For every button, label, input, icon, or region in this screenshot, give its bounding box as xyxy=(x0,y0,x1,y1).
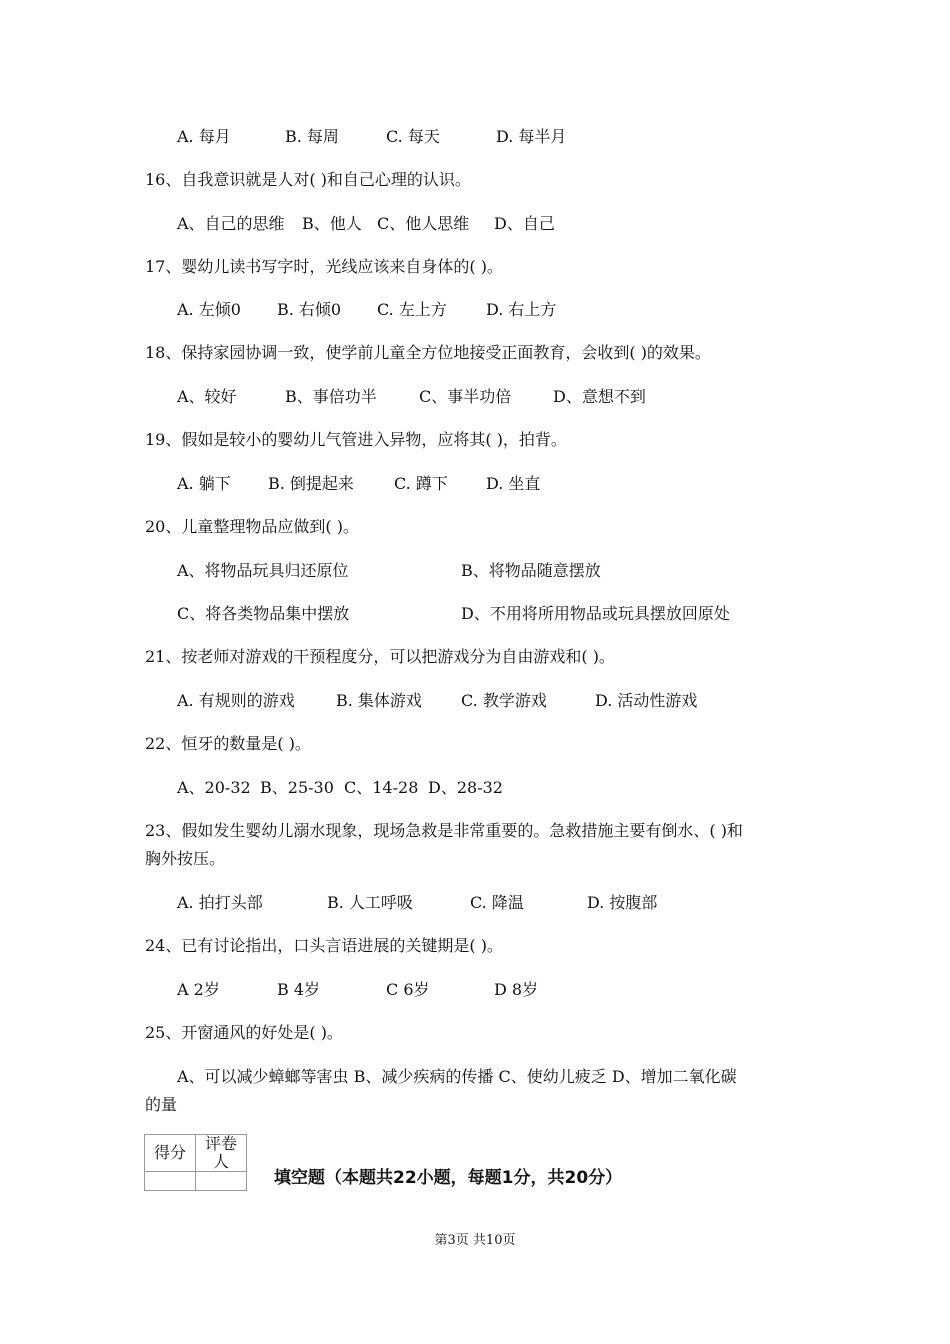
q20-option-a: A、将物品玩具归还原位 xyxy=(177,561,349,580)
q24-option-c: C 6岁 xyxy=(386,980,430,999)
question-16: 16、自我意识就是人对( )和自己心理的认识。 xyxy=(145,170,471,189)
q16-option-d: D、自己 xyxy=(494,214,555,233)
score-cell[interactable] xyxy=(145,1172,196,1191)
q21-option-b: B. 集体游戏 xyxy=(336,691,422,710)
q18-option-d: D、意想不到 xyxy=(553,387,646,406)
q23-option-c: C. 降温 xyxy=(470,893,524,912)
question-19: 19、假如是较小的婴幼儿气管进入异物，应将其( )，拍背。 xyxy=(145,430,567,449)
q24-option-b: B 4岁 xyxy=(277,980,321,999)
question-22: 22、恒牙的数量是( )。 xyxy=(145,734,311,753)
q24-option-a: A 2岁 xyxy=(177,980,220,999)
q16-option-a: A、自己的思维 xyxy=(177,214,285,233)
q18-option-c: C、事半功倍 xyxy=(419,387,512,406)
q22-option-d: D、28-32 xyxy=(428,778,503,797)
q17-option-c: C. 左上方 xyxy=(377,300,447,319)
q22-option-c: C、14-28 xyxy=(344,778,419,797)
q23-option-a: A. 拍打头部 xyxy=(177,893,263,912)
score-label: 得分 xyxy=(145,1135,196,1172)
q17-option-d: D. 右上方 xyxy=(486,300,557,319)
q21-option-d: D. 活动性游戏 xyxy=(595,691,698,710)
q16-option-c: C、他人思维 xyxy=(377,214,470,233)
q15-option-b: B. 每周 xyxy=(285,127,339,146)
q15-option-c: C. 每天 xyxy=(386,127,440,146)
question-17: 17、婴幼儿读书写字时，光线应该来自身体的( )。 xyxy=(145,257,503,276)
question-23-line-2: 胸外按压。 xyxy=(145,849,226,868)
q23-option-b: B. 人工呼吸 xyxy=(327,893,413,912)
q20-option-d: D、不用将所用物品或玩具摆放回原处 xyxy=(461,604,730,623)
question-25: 25、开窗通风的好处是( )。 xyxy=(145,1023,343,1042)
q24-option-d: D 8岁 xyxy=(494,980,539,999)
question-24: 24、已有讨论指出，口头言语进展的关键期是( )。 xyxy=(145,936,503,955)
q19-option-a: A. 躺下 xyxy=(177,474,231,493)
q20-option-c: C、将各类物品集中摆放 xyxy=(177,604,350,623)
q19-option-d: D. 坐直 xyxy=(486,474,541,493)
q21-option-a: A. 有规则的游戏 xyxy=(177,691,295,710)
grader-cell[interactable] xyxy=(196,1172,247,1191)
q18-option-b: B、事倍功半 xyxy=(285,387,377,406)
q19-option-c: C. 蹲下 xyxy=(394,474,448,493)
q17-option-b: B. 右倾0 xyxy=(277,300,342,319)
grader-label: 评卷人 xyxy=(196,1135,247,1172)
q25-options-line-2: 的量 xyxy=(145,1095,178,1114)
page-footer: 第3页 共10页 xyxy=(434,1233,516,1248)
question-21: 21、按老师对游戏的干预程度分，可以把游戏分为自由游戏和( )。 xyxy=(145,647,615,666)
q25-options-line-1: A、可以减少蟑螂等害虫 B、减少疾病的传播 C、使幼儿疲乏 D、增加二氧化碳 xyxy=(177,1067,737,1086)
q15-option-a: A. 每月 xyxy=(177,127,231,146)
q23-option-d: D. 按腹部 xyxy=(587,893,658,912)
q22-option-a: A、20-32 xyxy=(177,778,251,797)
q19-option-b: B. 倒提起来 xyxy=(268,474,354,493)
score-table xyxy=(144,1134,247,1191)
q17-option-a: A. 左倾0 xyxy=(177,300,241,319)
q15-option-d: D. 每半月 xyxy=(496,127,567,146)
q18-option-a: A、较好 xyxy=(177,387,237,406)
question-18: 18、保持家园协调一致，使学前儿童全方位地接受正面教育，会收到( )的效果。 xyxy=(145,343,711,362)
question-23-line-1: 23、假如发生婴幼儿溺水现象，现场急救是非常重要的。急救措施主要有倒水、( )和 xyxy=(145,821,743,840)
q16-option-b: B、他人 xyxy=(302,214,362,233)
q22-option-b: B、25-30 xyxy=(260,778,334,797)
question-20: 20、儿童整理物品应做到( )。 xyxy=(145,517,359,536)
section-title: 填空题（本题共22小题，每题1分，共20分） xyxy=(274,1168,623,1188)
q20-option-b: B、将物品随意摆放 xyxy=(461,561,601,580)
q21-option-c: C. 教学游戏 xyxy=(461,691,547,710)
